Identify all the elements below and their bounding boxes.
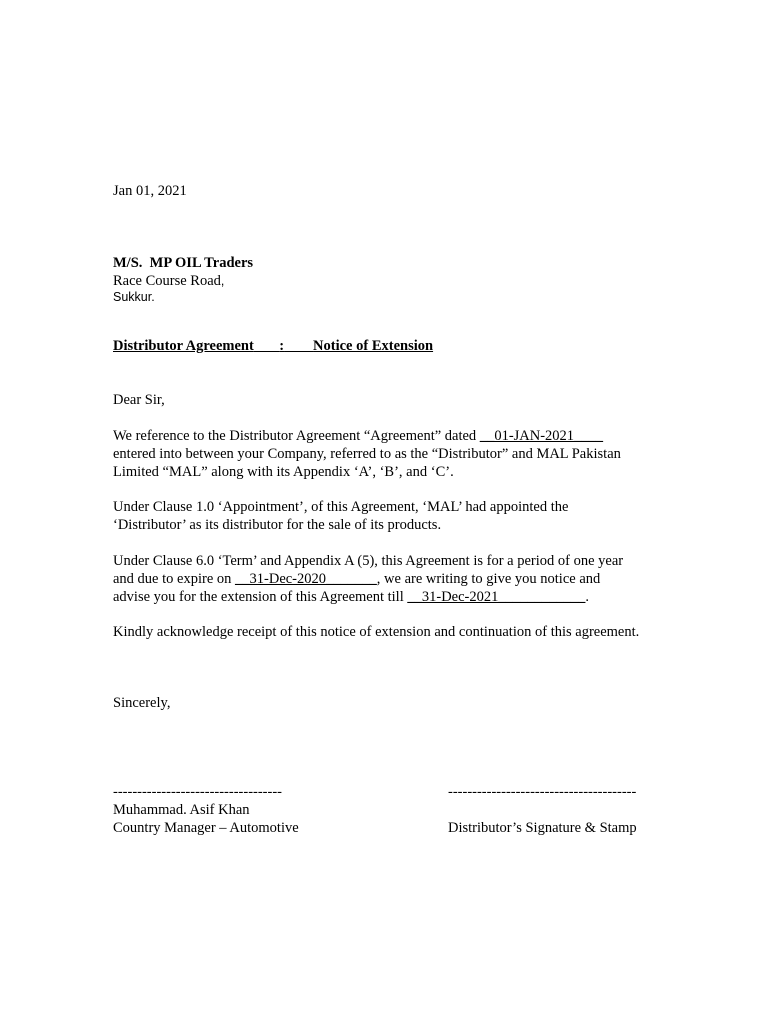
- subject-left: Distributor Agreement: [113, 338, 254, 354]
- para2-line2: ‘Distributor’ as its distributor for the sale of its products.: [113, 517, 442, 533]
- signatory-name: Muhammad. Asif Khan: [113, 802, 250, 818]
- recipient-street-text: Race Course Road: [113, 273, 221, 289]
- para2-line1: Under Clause 1.0 ‘Appointment’, of this Agreement, ‘MAL’ had appointed the: [113, 499, 569, 515]
- recipient-street-comma: ,: [220, 274, 225, 288]
- subject-colon: :: [279, 338, 285, 354]
- para3-line2: [113, 570, 600, 588]
- para3-line1: Under Clause 6.0 ‘Term’ and Appendix A (5), this Agreement is for a period of one year: [113, 553, 624, 569]
- agreement-date-field: __01-JAN-2021____: [479, 428, 604, 444]
- letter-date: Jan 01, 2021: [113, 183, 187, 199]
- signature-line-right: ---------------------------------------: [448, 784, 637, 800]
- subject-gap-2: [284, 338, 313, 354]
- para1-line1: [113, 427, 603, 445]
- recipient-city-period: .: [151, 290, 155, 304]
- recipient-city-text: Sukkur: [113, 290, 152, 304]
- signatory-title: Country Manager – Automotive: [113, 820, 299, 836]
- salutation: Dear Sir,: [113, 392, 165, 408]
- distributor-signature-label: Distributor’s Signature & Stamp: [448, 820, 637, 836]
- para1-line3: Limited “MAL” along with its Appendix ‘A’, ‘B’, and ‘C’.: [113, 464, 454, 480]
- recipient-city: [113, 288, 155, 306]
- para3-line3-text-b: .: [585, 589, 590, 605]
- para3-line2-text-a: and due to expire on: [113, 571, 236, 587]
- subject-gap-1: [254, 338, 279, 354]
- closing: Sincerely,: [113, 695, 171, 711]
- para3-line3: [113, 588, 589, 606]
- para1-line2: entered into between your Company, referred to as the “Distributor” and MAL Pakistan: [113, 446, 621, 462]
- para4: Kindly acknowledge receipt of this notice of extension and continuation of this agreement.: [113, 624, 640, 640]
- subject-line: [113, 337, 433, 355]
- extension-date-field: __31-Dec-2021____________: [407, 589, 586, 605]
- subject-right: Notice of Extension: [313, 338, 434, 354]
- para3-line3-text-a: advise you for the extension of this Agreement till: [113, 589, 408, 605]
- para1-line1-text: We reference to the Distributor Agreement “Agreement” dated: [113, 428, 480, 444]
- signature-line-left: -----------------------------------: [113, 784, 283, 800]
- recipient-name: M/S. MP OIL Traders: [113, 255, 254, 271]
- para3-line2-text-b: , we are writing to give you notice and: [376, 571, 601, 587]
- expiry-date-field: __31-Dec-2020_______: [235, 571, 377, 587]
